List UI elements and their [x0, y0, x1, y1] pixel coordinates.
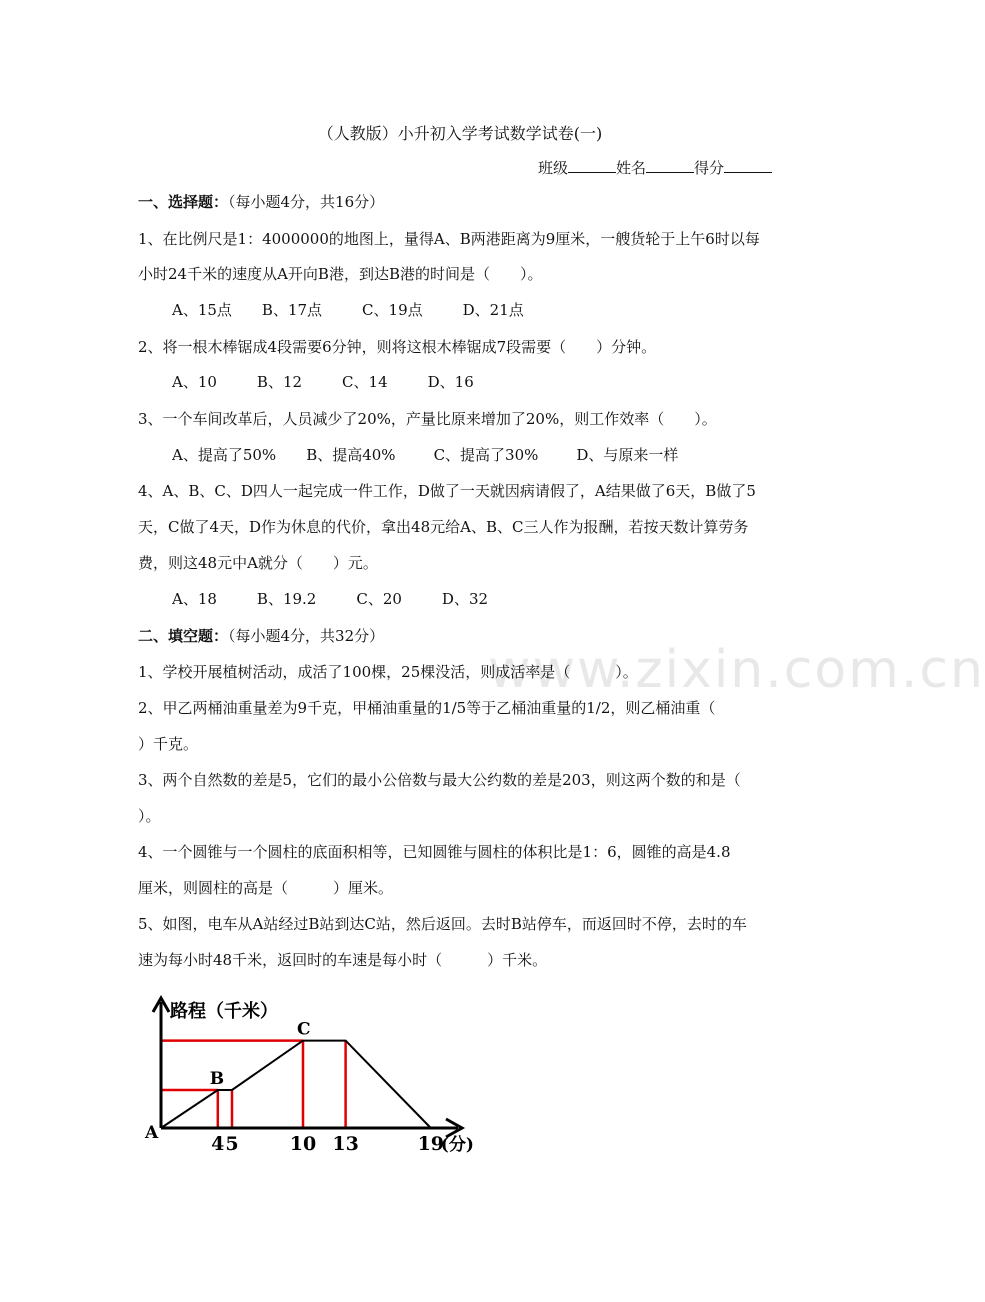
f5-line2: 速为每小时48千米，返回时的车速是每小时（ ）千米。	[138, 951, 548, 969]
x-tick-label: 5	[225, 1133, 239, 1155]
x-tick-label: 4	[211, 1133, 225, 1155]
section1-heading	[138, 192, 384, 212]
section2-title: 二、填空题：	[138, 627, 229, 645]
point-label-a: A	[145, 1123, 159, 1143]
q4-line3: 费，则这48元中A就分（ ）元。	[138, 554, 378, 572]
watermark: www.zixin.com.cn	[488, 640, 985, 700]
name-label: 姓名	[616, 159, 647, 177]
name-blank[interactable]	[646, 158, 694, 173]
q1-option-b[interactable]: B、17点	[261, 301, 323, 319]
q1-options	[172, 300, 524, 320]
q2-option-d[interactable]: D、16	[427, 373, 474, 391]
section1-note: （每小题4分，共16分）	[228, 193, 385, 211]
q4-option-a[interactable]: A、18	[172, 590, 217, 608]
f4-line1: 4、一个圆锥与一个圆柱的底面积相等，已知圆锥与圆柱的体积比是1：6，圆锥的高是4.8	[138, 843, 731, 861]
q3-option-c[interactable]: C、提高了30%	[433, 446, 539, 464]
page-title: （人教版）小升初入学考试数学试卷(一)	[317, 124, 603, 143]
section1-title: 一、选择题：	[138, 193, 229, 211]
q3-option-b[interactable]: B、提高40%	[306, 446, 396, 464]
score-blank[interactable]	[724, 158, 772, 173]
x-tick-label: 13	[332, 1133, 359, 1155]
journey-line	[161, 1041, 431, 1128]
section2-note: （每小题4分，共32分）	[228, 627, 385, 645]
q2-line1: 2、将一根木棒锯成4段需要6分钟，则将这根木棒锯成7段需要（ ）分钟。	[138, 338, 657, 356]
x-tick-label: 10	[289, 1133, 317, 1155]
f2-line2: ）千克。	[138, 735, 199, 753]
q2-option-a[interactable]: A、10	[172, 373, 217, 391]
point-label-c: C	[297, 1019, 311, 1040]
q2-option-b[interactable]: B、12	[256, 373, 303, 391]
q4-option-b[interactable]: B、19.2	[256, 590, 317, 608]
section2-heading	[138, 626, 384, 646]
f4-line2: 厘米，则圆柱的高是（ ）厘米。	[138, 879, 394, 897]
q4-option-d[interactable]: D、32	[441, 590, 489, 608]
f2-line1: 2、甲乙两桶油重量差为9千克，甲桶油重量的1/5等于乙桶油重量的1/2，则乙桶油重（	[138, 699, 716, 717]
class-label: 班级	[538, 159, 569, 177]
score-label: 得分	[694, 159, 725, 177]
x-tick-label: 19	[417, 1133, 445, 1155]
class-blank[interactable]	[568, 158, 616, 173]
x-axis-label: (分)	[440, 1135, 474, 1155]
q3-line1: 3、一个车间改革后，人员减少了20%，产量比原来增加了20%，则工作效率（ ）。	[138, 410, 717, 428]
q2-option-c[interactable]: C、14	[342, 373, 388, 391]
q3-options	[172, 445, 678, 465]
q4-line1: 4、A、B、C、D四人一起完成一件工作，D做了一天就因病请假了，A结果做了6天，B做了5	[138, 482, 756, 500]
y-axis-label: 路程（千米）	[170, 1001, 278, 1022]
q1-option-c[interactable]: C、19点	[362, 301, 423, 319]
q3-option-d[interactable]: D、与原来一样	[576, 446, 679, 464]
student-info-header	[538, 157, 772, 178]
q4-option-c[interactable]: C、20	[356, 590, 402, 608]
q1-line2: 小时24千米的速度从A开向B港，到达B港的时间是（ ）。	[138, 265, 543, 283]
q1-option-a[interactable]: A、15点	[172, 301, 232, 319]
q3-option-a[interactable]: A、提高了50%	[172, 446, 277, 464]
point-label-b: B	[209, 1069, 225, 1089]
q4-options	[172, 589, 488, 609]
q2-options	[172, 372, 474, 392]
q4-line2: 天，C做了4天，D作为休息的代价，拿出48元给A、B、C三人作为报酬，若按天数计算劳务	[138, 518, 749, 536]
f3-line1: 3、两个自然数的差是5，它们的最小公倍数与最大公约数的差是203，则这两个数的和是（	[138, 771, 741, 789]
f3-line2: ）。	[138, 807, 161, 825]
q1-line1: 1、在比例尺是1：4000000的地图上，量得A、B两港距离为9厘米，一艘货轮于上午6时以每	[138, 230, 760, 248]
distance-time-chart	[140, 990, 500, 1160]
q1-option-d[interactable]: D、21点	[462, 301, 524, 319]
f1-line1: 1、学校开展植树活动，成活了100棵，25棵没活，则成活率是（ ）。	[138, 663, 638, 681]
f5-line1: 5、如图，电车从A站经过B站到达C站，然后返回。去时B站停车，而返回时不停，去时的车	[138, 915, 747, 933]
